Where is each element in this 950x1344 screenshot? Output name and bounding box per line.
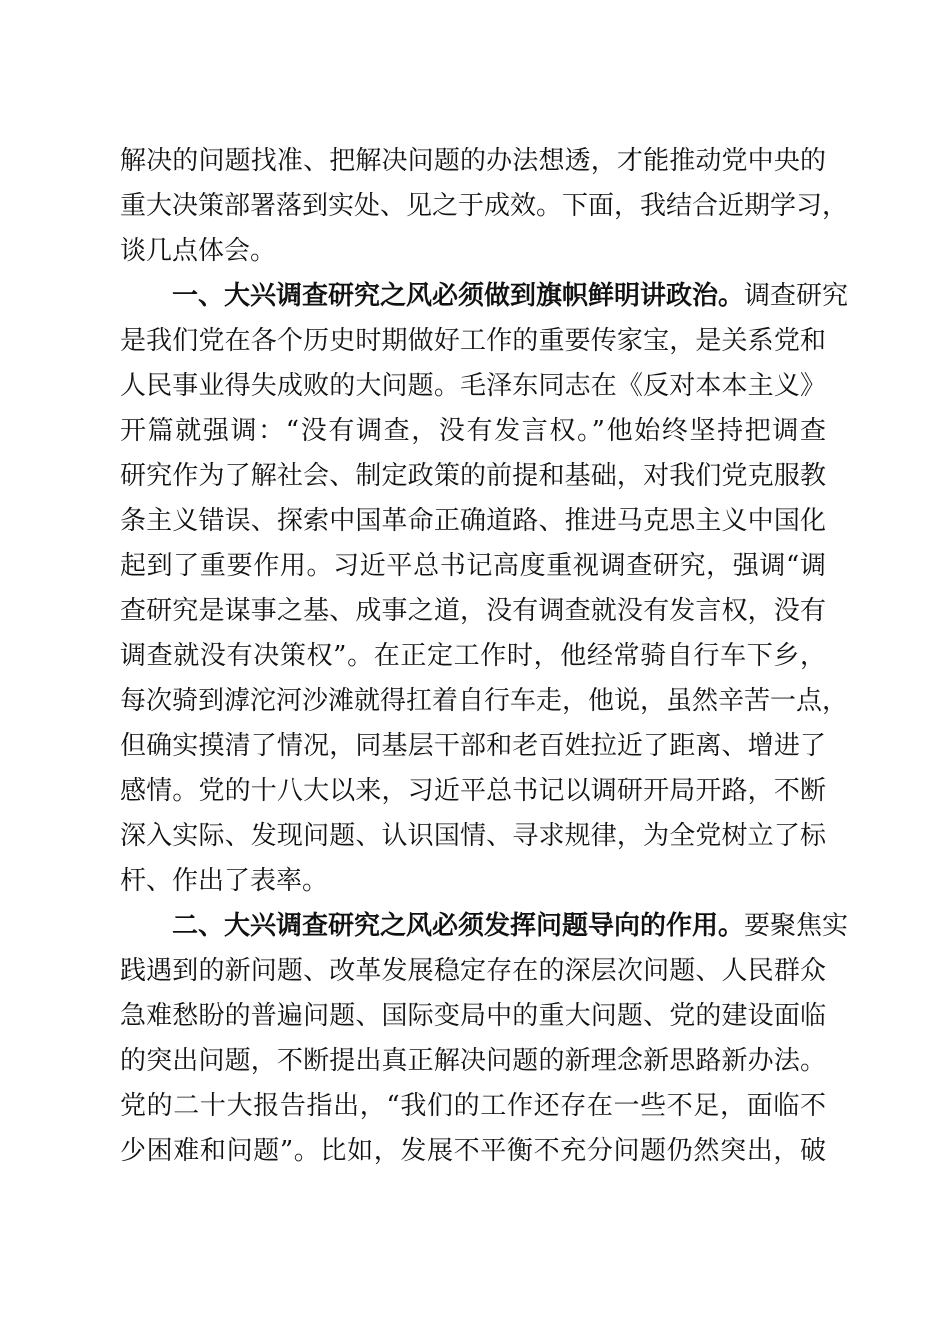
section-heading-2: 二、大兴调查研究之风必须发挥问题导向的作用。 [172,911,745,941]
text-line: 查研究是谋事之基、成事之道，没有调查就没有发言权，没有 [120,596,826,626]
paragraph-section-1 [120,274,849,904]
text-line: 少困难和问题”。比如，发展不平衡不充分问题仍然突出，破 [120,1136,826,1166]
text-line: 调查就没有决策权”。在正定工作时，他经常骑自行车下乡， [120,641,826,671]
heading-continuation: 调查研究 [744,281,849,311]
text-line: 感情。党的十八大以来，习近平总书记以调研开局开路，不断 [120,776,826,806]
text-line: 但确实摸清了情况，同基层干部和老百姓拉近了距离、增进了 [120,731,826,761]
text-line: 是我们党在各个历史时期做好工作的重要传家宝，是关系党和 [120,326,826,356]
text-line: 解决的问题找准、把解决问题的办法想透，才能推动党中央的 [120,146,826,176]
section-heading-1: 一、大兴调查研究之风必须做到旗帜鲜明讲政治。 [172,281,745,311]
text-line [120,274,849,319]
text-line: 起到了重要作用。习近平总书记高度重视调查研究，强调“调 [120,551,826,581]
text-line: 杆、作出了表率。 [120,866,329,896]
text-line: 深入实际、发现问题、认识国情、寻求规律，为全党树立了标 [120,821,826,851]
text-line: 每次骑到滹沱河沙滩就得扛着自行车走，他说，虽然辛苦一点， [120,686,849,716]
document-body [120,139,849,1174]
heading-continuation: 要聚焦实 [744,911,849,941]
text-line: 践遇到的新问题、改革发展稳定存在的深层次问题、人民群众 [120,956,826,986]
paragraph-section-2 [120,904,849,1174]
text-line: 开篇就强调：“没有调查，没有发言权。”他始终坚持把调查 [120,416,826,446]
text-line [120,904,849,949]
text-line: 急难愁盼的普遍问题、国际变局中的重大问题、党的建设面临 [120,1001,826,1031]
paragraph-intro [120,139,849,274]
text-line: 的突出问题，不断提出真正解决问题的新理念新思路新办法。 [120,1046,826,1076]
text-line: 谈几点体会。 [120,236,277,266]
text-line: 重大决策部署落到实处、见之于成效。下面，我结合近期学习， [120,191,849,221]
text-line: 人民事业得失成败的大问题。毛泽东同志在《反对本本主义》 [120,371,826,401]
text-line: 党的二十大报告指出，“我们的工作还存在一些不足，面临不 [120,1091,826,1121]
text-line: 条主义错误、探索中国革命正确道路、推进马克思主义中国化 [120,506,826,536]
text-line: 研究作为了解社会、制定政策的前提和基础，对我们党克服教 [120,461,826,491]
